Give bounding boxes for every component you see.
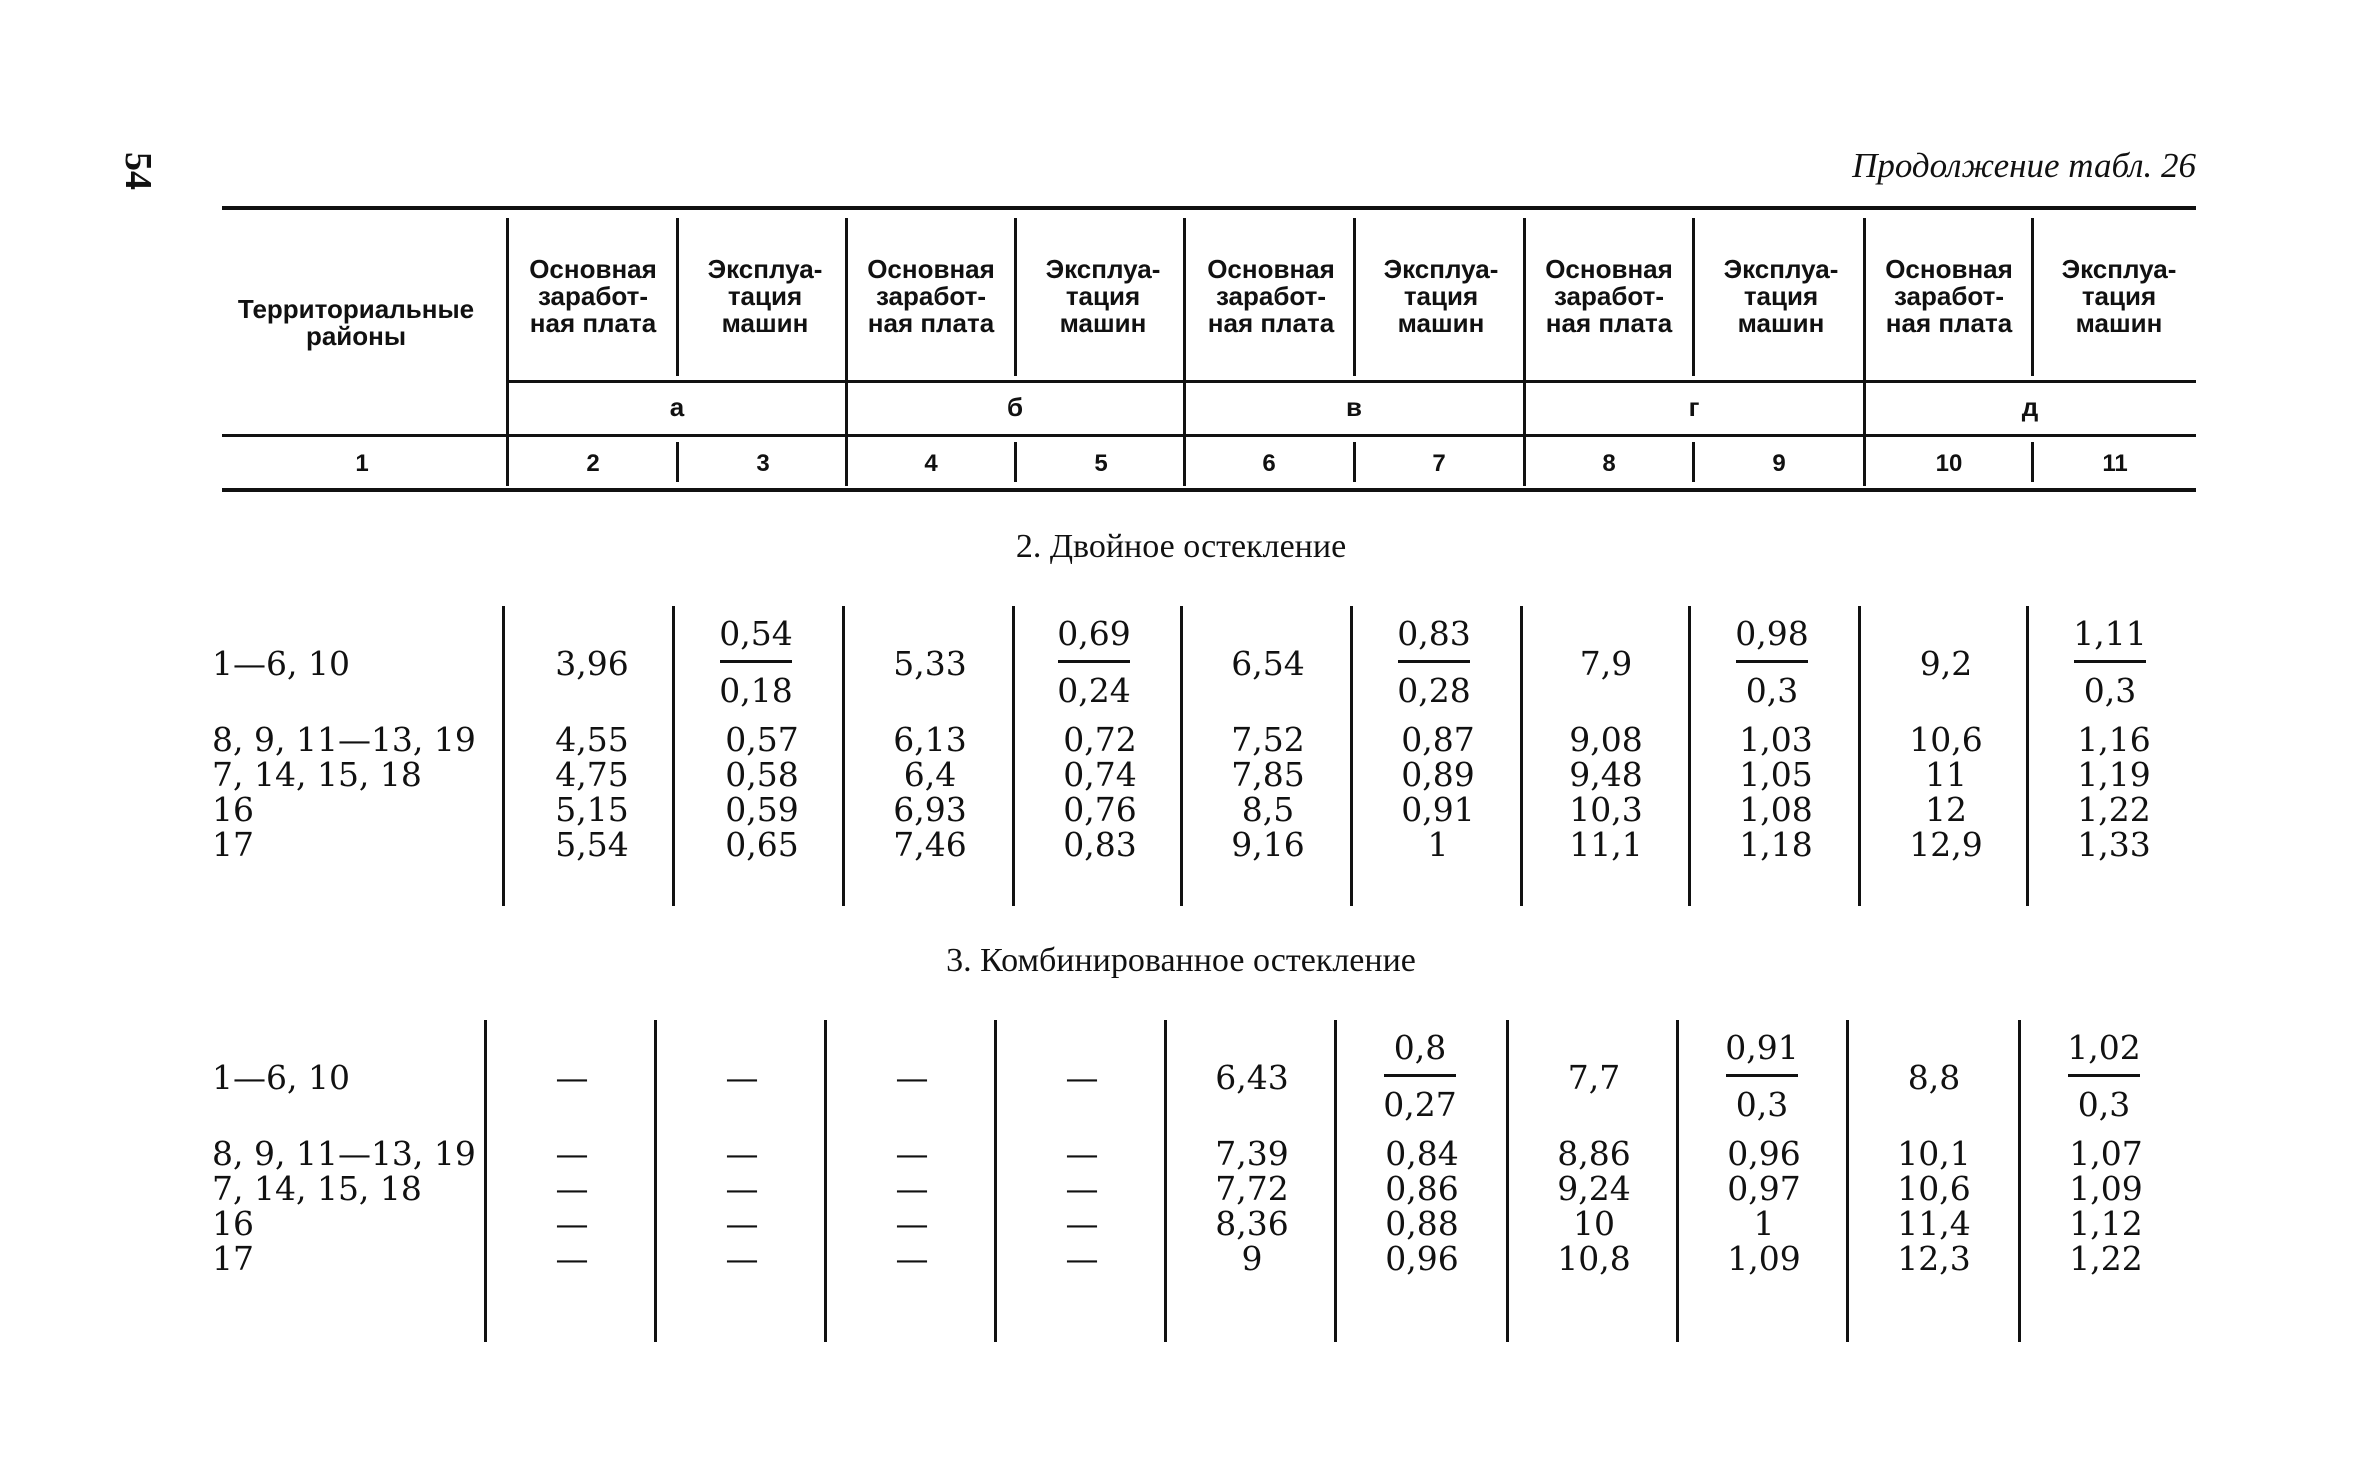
table-cell: 4,75: [555, 755, 629, 794]
table-cell: 0,97: [1727, 1169, 1801, 1208]
column-divider: [1520, 606, 1523, 906]
table-cell: 11,1: [1569, 825, 1643, 864]
territory-header: Территориальные районы: [237, 294, 475, 351]
table-cell: 7,9: [1579, 644, 1633, 683]
row-label: 8, 9, 11—13, 19: [212, 1134, 476, 1173]
table-cell: —: [555, 1204, 589, 1243]
column-divider: [842, 606, 845, 906]
table-cell: 0,86: [1385, 1169, 1459, 1208]
table-cell: —: [895, 1169, 929, 1208]
table-cell: —: [895, 1239, 929, 1278]
header-subdivider: [676, 218, 679, 376]
table-cell: 0,91: [1401, 790, 1475, 829]
header-subdivider: [1353, 218, 1356, 376]
group-label-a: а: [669, 392, 685, 422]
table-cell: 0,96: [1727, 1134, 1801, 1173]
table-cell: 10,8: [1557, 1239, 1631, 1278]
column-divider: [502, 606, 505, 906]
table-cell: 1,12: [2069, 1204, 2143, 1243]
table-cell: 1,19: [2077, 755, 2151, 794]
header-subdivider: [1014, 218, 1017, 376]
column-divider: [1846, 1020, 1849, 1342]
table-cell: —: [725, 1058, 759, 1097]
table-cell: 12,9: [1909, 825, 1983, 864]
table-cell: 1,22: [2077, 790, 2151, 829]
table-cell: 10,1: [1897, 1134, 1971, 1173]
column-number: 11: [2102, 450, 2128, 477]
table-cell: 1,03: [1739, 720, 1813, 759]
section-title-combined-glazing: 3. Комбинированное остекление: [946, 942, 1416, 979]
column-number: 1: [355, 450, 369, 477]
row-label: 7, 14, 15, 18: [212, 755, 422, 794]
table-cell: 1,05: [1739, 755, 1813, 794]
fraction-cell: 0,69 0,24: [1057, 614, 1131, 710]
fraction-cell: 0,83 0,28: [1397, 614, 1471, 710]
table-cell: 0,58: [725, 755, 799, 794]
table-cell: —: [1065, 1204, 1099, 1243]
group-label-rule: [508, 380, 2196, 383]
table-cell: 12: [1925, 790, 1967, 829]
table-cell: 8,8: [1907, 1058, 1961, 1097]
column-number: 8: [1602, 450, 1616, 477]
table-cell: 10,3: [1569, 790, 1643, 829]
column-divider: [1676, 1020, 1679, 1342]
row-label: 16: [212, 790, 254, 829]
column-divider: [1164, 1020, 1167, 1342]
table-cell: —: [725, 1134, 759, 1173]
column-divider: [1858, 606, 1861, 906]
column-number: 6: [1262, 450, 1276, 477]
table-cell: —: [725, 1239, 759, 1278]
section-title-double-glazing: 2. Двойное остекление: [1015, 528, 1347, 565]
table-cell: 1,09: [1727, 1239, 1801, 1278]
table-cell: 1,22: [2069, 1239, 2143, 1278]
table-cell: 7,46: [893, 825, 967, 864]
row-label: 1—6, 10: [212, 644, 350, 683]
table-cell: 0,87: [1401, 720, 1475, 759]
table-cell: 9,2: [1919, 644, 1973, 683]
table-cell: 9: [1241, 1239, 1263, 1278]
row-label: 8, 9, 11—13, 19: [212, 720, 476, 759]
row-label: 16: [212, 1204, 254, 1243]
column-divider: [654, 1020, 657, 1342]
table-cell: 0,84: [1385, 1134, 1459, 1173]
table-cell: 1,09: [2069, 1169, 2143, 1208]
header-divider: [1523, 218, 1526, 486]
table-cell: 6,4: [903, 755, 957, 794]
header-subdivider: [1014, 442, 1017, 482]
table-cell: —: [1065, 1134, 1099, 1173]
fraction-cell: 0,8 0,27: [1383, 1028, 1457, 1124]
header-divider: [845, 218, 848, 486]
header-divider: [1183, 218, 1186, 486]
table-cell: 0,83: [1063, 825, 1137, 864]
table-cell: 5,15: [555, 790, 629, 829]
table-cell: 10: [1573, 1204, 1615, 1243]
table-cell: 5,33: [893, 644, 967, 683]
column-divider: [1334, 1020, 1337, 1342]
table-cell: 4,55: [555, 720, 629, 759]
group-label-v: в: [1346, 392, 1362, 422]
table-cell: 3,96: [555, 644, 629, 683]
table-cell: 7,39: [1215, 1134, 1289, 1173]
column-header-wage: Основная заработ-ная плата: [1207, 254, 1335, 338]
column-header-machines: Эксплуа-тация машин: [2061, 254, 2177, 338]
table-cell: —: [725, 1204, 759, 1243]
header-bottom-rule: [222, 488, 2196, 492]
fraction-cell: 0,91 0,3: [1725, 1028, 1799, 1124]
table-cell: 1,33: [2077, 825, 2151, 864]
table-cell: 10,6: [1909, 720, 1983, 759]
group-label-d: д: [2021, 392, 2039, 422]
table-cell: 12,3: [1897, 1239, 1971, 1278]
table-cell: 1,07: [2069, 1134, 2143, 1173]
table-cell: 8,36: [1215, 1204, 1289, 1243]
table-cell: 11: [1925, 755, 1967, 794]
table-cell: —: [895, 1058, 929, 1097]
row-label: 7, 14, 15, 18: [212, 1169, 422, 1208]
table-cell: 7,7: [1567, 1058, 1621, 1097]
column-number: 7: [1432, 450, 1446, 477]
header-mid-rule: [222, 434, 2196, 437]
table-cell: 9,08: [1569, 720, 1643, 759]
row-label: 17: [212, 825, 254, 864]
table-cell: 0,96: [1385, 1239, 1459, 1278]
group-label-g: г: [1688, 392, 1700, 422]
table-cell: —: [555, 1134, 589, 1173]
column-number: 4: [924, 450, 938, 477]
table-cell: 0,72: [1063, 720, 1137, 759]
table-cell: 6,54: [1231, 644, 1305, 683]
column-header-wage: Основная заработ-ная плата: [1885, 254, 2013, 338]
table-cell: —: [725, 1169, 759, 1208]
header-divider: [1863, 218, 1866, 486]
column-header-machines: Эксплуа-тация машин: [1723, 254, 1839, 338]
header-divider: [506, 218, 509, 486]
table-cell: 0,59: [725, 790, 799, 829]
column-divider: [1506, 1020, 1509, 1342]
table-cell: 1,08: [1739, 790, 1813, 829]
column-number: 9: [1772, 450, 1786, 477]
table-cell: 0,57: [725, 720, 799, 759]
header-subdivider: [1692, 442, 1695, 482]
table-cell: —: [555, 1058, 589, 1097]
table-cell: 1,16: [2077, 720, 2151, 759]
fraction-cell: 1,02 0,3: [2067, 1028, 2141, 1124]
table-cell: 11,4: [1897, 1204, 1971, 1243]
header-subdivider: [1692, 218, 1695, 376]
table-cell: —: [895, 1134, 929, 1173]
header-top-rule: [222, 206, 2196, 210]
table-cell: 0,76: [1063, 790, 1137, 829]
table-cell: 0,88: [1385, 1204, 1459, 1243]
column-header-machines: Эксплуа-тация машин: [707, 254, 823, 338]
table-continuation-label: Продолжение табл. 26: [1852, 146, 2196, 185]
row-label: 1—6, 10: [212, 1058, 350, 1097]
table-cell: 7,72: [1215, 1169, 1289, 1208]
column-divider: [1012, 606, 1015, 906]
column-divider: [672, 606, 675, 906]
header-subdivider: [676, 442, 679, 482]
row-label: 17: [212, 1239, 254, 1278]
table-cell: 10,6: [1897, 1169, 1971, 1208]
page-number: 54: [117, 152, 159, 190]
table-cell: —: [555, 1239, 589, 1278]
column-number: 10: [1935, 450, 1963, 477]
column-divider: [994, 1020, 997, 1342]
column-divider: [1688, 606, 1691, 906]
column-divider: [824, 1020, 827, 1342]
column-divider: [484, 1020, 487, 1342]
table-cell: —: [1065, 1239, 1099, 1278]
table-cell: —: [895, 1204, 929, 1243]
fraction-cell: 0,98 0,3: [1735, 614, 1809, 710]
header-subdivider: [2031, 218, 2034, 376]
column-number: 2: [586, 450, 600, 477]
table-cell: —: [1065, 1169, 1099, 1208]
column-divider: [1350, 606, 1353, 906]
fraction-cell: 1,11 0,3: [2073, 614, 2147, 710]
table-cell: 1: [1753, 1204, 1775, 1243]
table-cell: 9,16: [1231, 825, 1305, 864]
column-divider: [1180, 606, 1183, 906]
column-header-wage: Основная заработ-ная плата: [1545, 254, 1673, 338]
table-cell: 6,13: [893, 720, 967, 759]
table-cell: 1: [1427, 825, 1449, 864]
table-cell: 1,18: [1739, 825, 1813, 864]
column-number: 3: [756, 450, 770, 477]
column-header-machines: Эксплуа-тация машин: [1383, 254, 1499, 338]
column-header-wage: Основная заработ-ная плата: [867, 254, 995, 338]
table-cell: 0,74: [1063, 755, 1137, 794]
column-header-machines: Эксплуа-тация машин: [1045, 254, 1161, 338]
table-cell: 7,52: [1231, 720, 1305, 759]
column-header-wage: Основная заработ-ная плата: [529, 254, 657, 338]
table-cell: 9,48: [1569, 755, 1643, 794]
table-cell: 0,65: [725, 825, 799, 864]
table-cell: 0,89: [1401, 755, 1475, 794]
fraction-cell: 0,54 0,18: [719, 614, 793, 710]
table-cell: 5,54: [555, 825, 629, 864]
table-cell: 6,93: [893, 790, 967, 829]
table-cell: 9,24: [1557, 1169, 1631, 1208]
table-cell: —: [1065, 1058, 1099, 1097]
table-cell: 6,43: [1215, 1058, 1289, 1097]
table-cell: 8,5: [1241, 790, 1295, 829]
column-divider: [2026, 606, 2029, 906]
table-cell: —: [555, 1169, 589, 1208]
table-cell: 7,85: [1231, 755, 1305, 794]
column-number: 5: [1094, 450, 1108, 477]
table-cell: 8,86: [1557, 1134, 1631, 1173]
column-divider: [2018, 1020, 2021, 1342]
group-label-b: б: [1006, 392, 1024, 422]
